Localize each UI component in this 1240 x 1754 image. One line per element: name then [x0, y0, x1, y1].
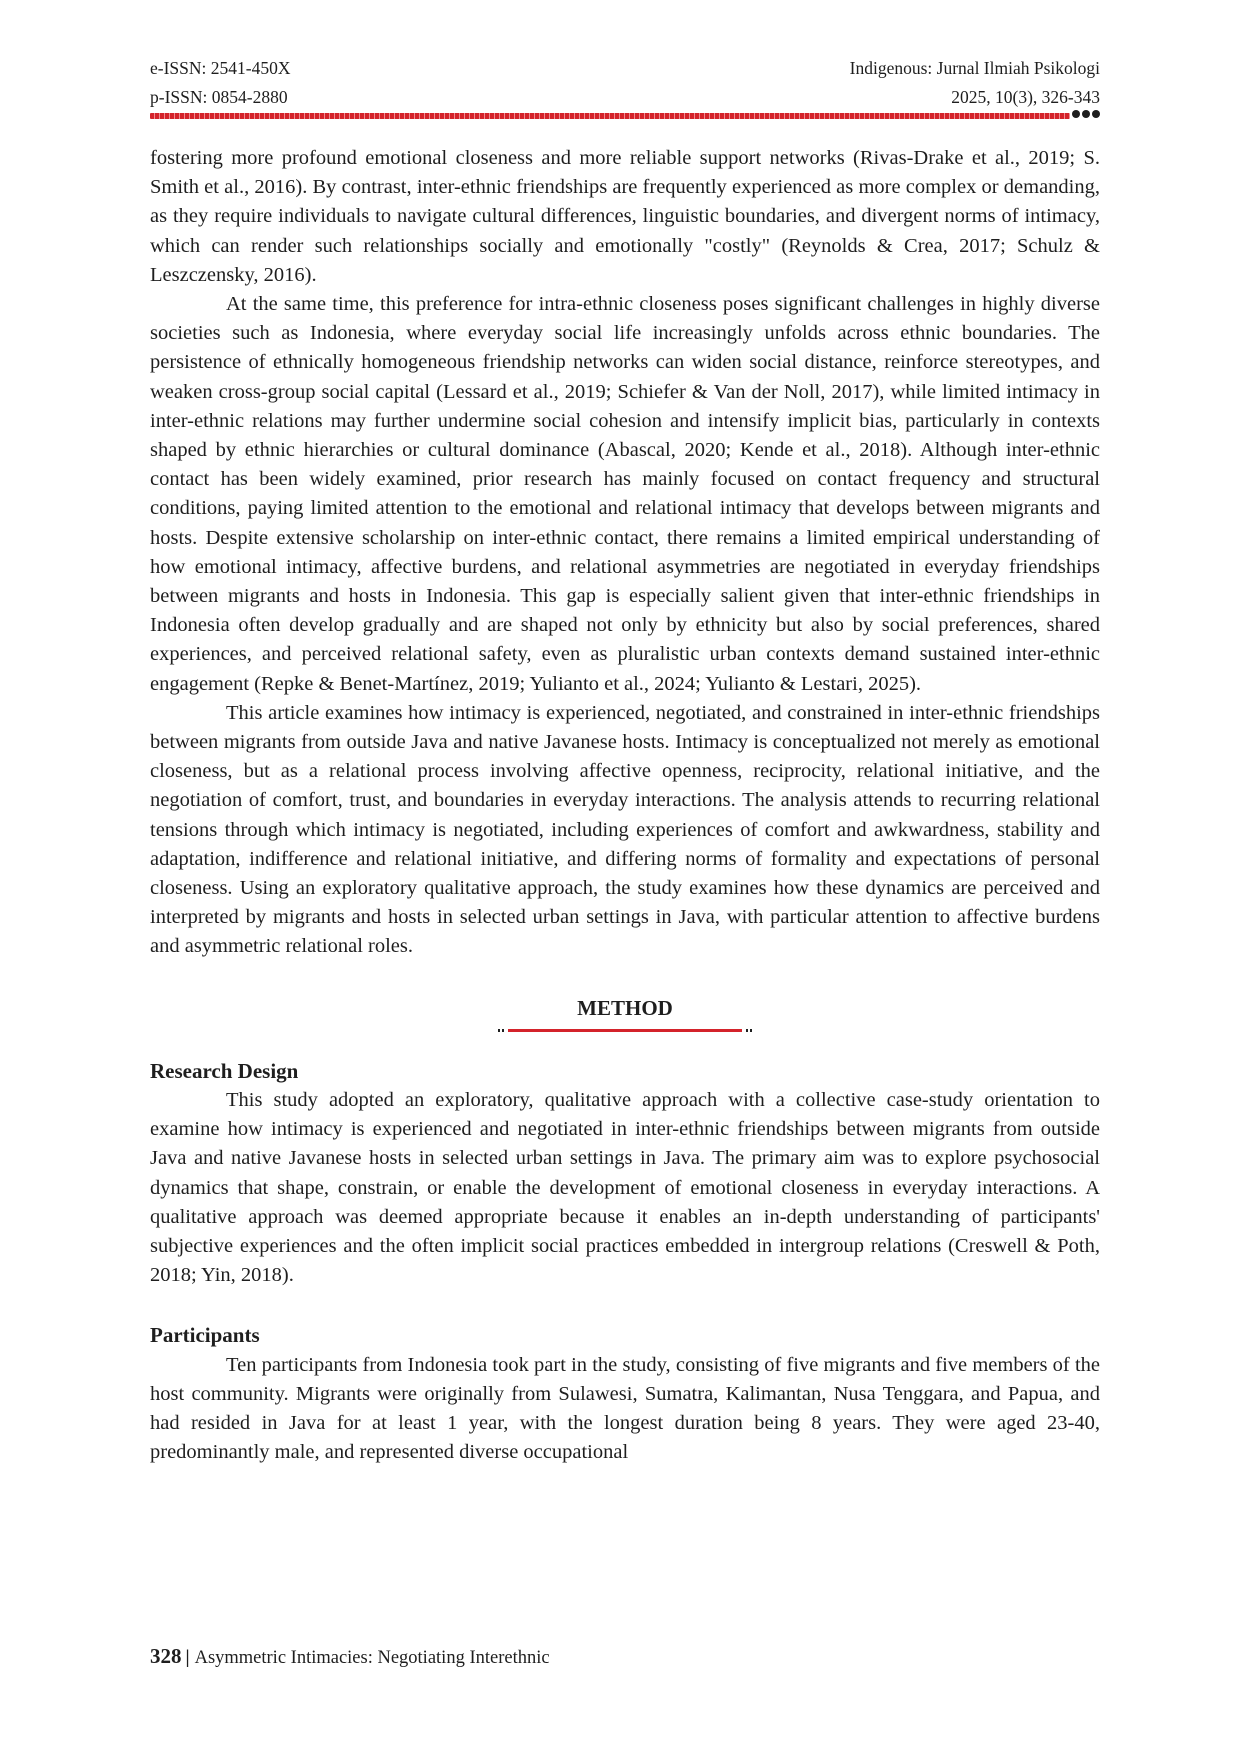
footer-separator: |	[185, 1648, 190, 1668]
dash-icon	[746, 1029, 748, 1032]
body-paragraph-1: fostering more profound emotional closeness and more reliable support networks (Rivas-Drake et al., 2019; S. Smith et al., 2016). By contrast, inter-ethnic friendships are frequently experienced as more complex or demanding, as they require individuals to navigate cultural differences, linguistic boundaries, and divergent norms of intimacy, which can render such relationships socially and emotionally "costly" (Reynolds & Crea, 2017; Schulz & Leszczensky, 2016).	[150, 147, 1100, 286]
research-design-paragraph: This study adopted an exploratory, qualitative approach with a collective case-study orientation to examine how intimacy is experienced and negotiated in inter-ethnic friendships between migrants from outside Java and native Javanese hosts in selected urban settings in Java. The primary aim was to explore psychosocial dynamics that shape, constrain, or enable the development of emotional closeness in everyday interactions. A qualitative approach was deemed appropriate because it enables an in-depth understanding of participants' subjective experiences and the often implicit social practices embedded in intergroup relations (Creswell & Poth, 2018; Yin, 2018).	[150, 1088, 1100, 1287]
page-footer	[150, 1642, 550, 1672]
subheading-research-design: Research Design	[150, 1058, 299, 1083]
page-number: 328	[150, 1644, 182, 1668]
journal-name: Indigenous: Jurnal Ilmiah Psikologi	[849, 58, 1100, 78]
header-row-1	[150, 54, 1100, 83]
section-title-underline	[498, 1027, 752, 1033]
dot-icon	[1072, 110, 1080, 118]
dash-icon	[750, 1029, 752, 1032]
e-issn: e-ISSN: 2541-450X	[150, 58, 291, 78]
header-divider-dots	[1072, 110, 1100, 120]
page-body	[150, 144, 1100, 1467]
dot-icon	[1082, 110, 1090, 118]
dash-icon	[502, 1029, 504, 1032]
p-issn: p-ISSN: 0854-2880	[150, 87, 288, 107]
body-paragraph-2: At the same time, this preference for intra-ethnic closeness poses significant challenges in highly diverse societies such as Indonesia, where everyday social life increasingly unfolds across ethnic boundaries. The persistence of ethnically homogeneous friendship networks can widen social distance, reinforce stereotypes, and weaken cross-group social capital (Lessard et al., 2019; Schiefer & Van der Noll, 2017), while limited intimacy in inter-ethnic relations may further undermine social cohesion and intensify implicit bias, particularly in contexts shaped by ethnic hierarchies or cultural dominance (Abascal, 2020; Kende et al., 2018). Although inter-ethnic contact has been widely examined, prior research has mainly focused on contact frequency and structural conditions, paying limited attention to the emotional and relational intimacy that develops between migrants and hosts. Despite extensive scholarship on inter-ethnic contact, there remains a limited empirical understanding of how emotional intimacy, affective burdens, and relational asymmetries are negotiated in everyday friendships between migrants and hosts in Indonesia. This gap is especially salient given that inter-ethnic friendships in Indonesia often develop gradually and are shaped not only by ethnicity but also by social preferences, shared experiences, and perceived relational safety, even as pluralistic urban contexts demand sustained inter-ethnic engagement (Repke & Benet-Martínez, 2019; Yulianto et al., 2024; Yulianto & Lestari, 2025).	[150, 293, 1100, 695]
dot-icon	[1092, 110, 1100, 118]
body-paragraph-3: This article examines how intimacy is experienced, negotiated, and constrained in inter-ethnic friendships between migrants from outside Java and native Javanese hosts. Intimacy is conceptualized not merely as emotional closeness, but as a relational process involving affective openness, reciprocity, relational initiative, and the negotiation of comfort, trust, and boundaries in everyday interactions. The analysis attends to recurring relational tensions through which intimacy is negotiated, including experiences of comfort and awkwardness, stability and adaptation, indifference and relational initiative, and differing norms of formality and expectations of personal closeness. Using an exploratory qualitative approach, the study examines how these dynamics are perceived and interpreted by migrants and hosts in selected urban settings in Java, with particular attention to affective burdens and asymmetric relational roles.	[150, 701, 1100, 958]
section-underline-bar	[508, 1029, 742, 1032]
running-title: Asymmetric Intimacies: Negotiating Interethnic	[194, 1648, 550, 1668]
header-divider	[150, 113, 1100, 121]
header-divider-bar	[150, 113, 1070, 119]
page-header	[150, 54, 1100, 112]
section-title-method: METHOD	[577, 995, 673, 1020]
participants-paragraph: Ten participants from Indonesia took part in the study, consisting of five migrants and five members of the host community. Migrants were originally from Sulawesi, Sumatra, Kalimantan, Nusa Tenggara, and Papua, and had resided in Java for at least 1 year, with the longest duration being 8 years. They were aged 23-40, predominantly male, and represented diverse occupational	[150, 1353, 1100, 1464]
header-row-2	[150, 83, 1100, 112]
dash-icon	[498, 1029, 500, 1032]
subheading-participants: Participants	[150, 1323, 260, 1348]
journal-volume: 2025, 10(3), 326-343	[951, 87, 1100, 107]
